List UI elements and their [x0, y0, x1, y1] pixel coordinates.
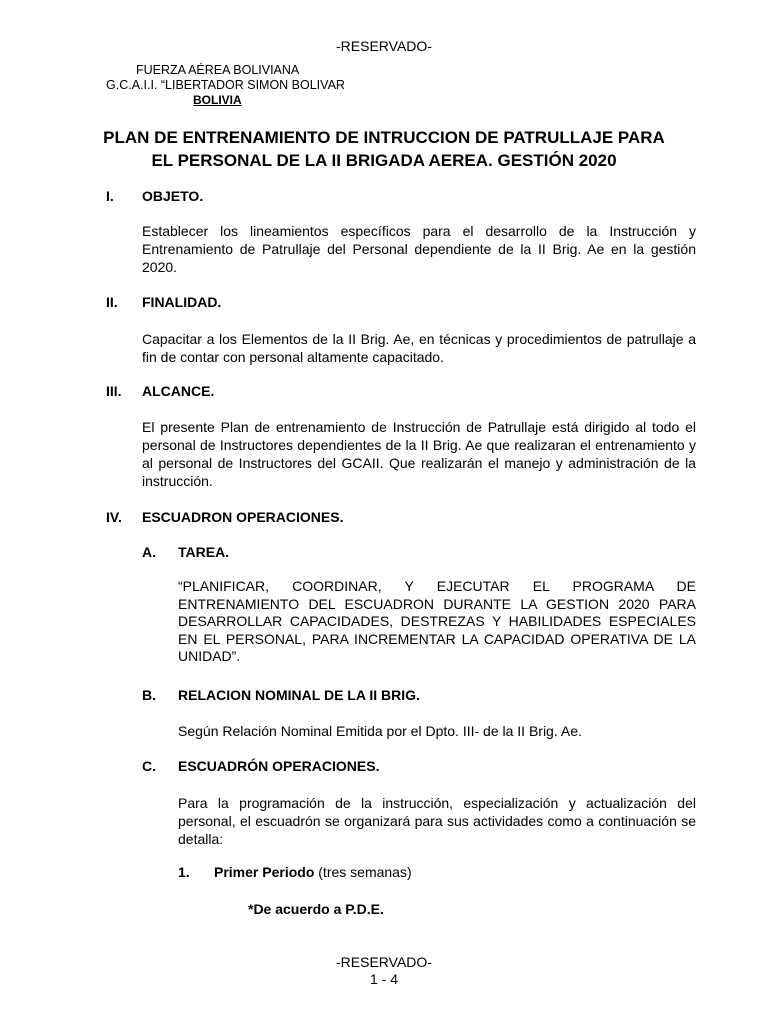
item-label: Primer Periodo: [214, 864, 315, 880]
section-number: IV.: [106, 509, 122, 525]
section-heading: OBJETO.: [142, 188, 204, 204]
section-heading: FINALIDAD.: [142, 294, 222, 310]
section-number: III.: [106, 383, 122, 399]
subsection-heading: ESCUADRÓN OPERACIONES.: [178, 758, 380, 774]
section-number: II.: [106, 294, 118, 310]
subsection-letter: A.: [142, 544, 156, 560]
section-text: El presente Plan de entrenamiento de Instrucción de Patrullaje está dirigido al todo el personal de Instructores dependientes de la II Brig. Ae que realizaran el entrenamiento y al personal de Instructores del GCAII. Que realizarán el manejo y administración de la instrucción.: [142, 419, 696, 489]
item-number: 1.: [178, 864, 190, 880]
item-line: [214, 864, 412, 880]
subsection-text: “PLANIFICAR, COORDINAR, Y EJECUTAR EL PROGRAMA DE ENTRENAMIENTO DEL ESCUADRON DURANTE LA GESTION 2020 PARA DESARROLLAR CAPACIDADES, DESTREZAS Y HABILIDADES ESPECIALES EN EL PERSONAL, PARA INCREMENTAR LA CAPACIDAD OPERATIVA DE LA UNIDAD”.: [178, 578, 696, 664]
classification-footer: -RESERVADO-: [336, 954, 432, 970]
org-country: BOLIVIA: [193, 93, 242, 107]
section-text: Capacitar a los Elementos de la II Brig. Ae, en técnicas y procedimientos de patrullaje a fin de contar con personal altamente capacitado.: [142, 331, 696, 365]
item-note: (tres semanas): [314, 864, 412, 880]
org-unit: G.C.A.I.I. “LIBERTADOR SIMON BOLIVAR: [106, 78, 345, 92]
classification-header: -RESERVADO-: [336, 38, 432, 54]
subsection-letter: B.: [142, 687, 156, 703]
subsection-text: Según Relación Nominal Emitida por el Dpto. III- de la II Brig. Ae.: [178, 723, 582, 739]
document-title: [0, 126, 768, 172]
subsection-heading: RELACION NOMINAL DE LA II BRIG.: [178, 687, 420, 703]
subsection-text: Para la programación de la instrucción, especialización y actualización del personal, el escuadrón se organizará para sus actividades como a continuación se detalla:: [178, 795, 696, 847]
title-line-1: PLAN DE ENTRENAMIENTO DE INTRUCCION DE PATRULLAJE PARA: [103, 128, 665, 147]
page-number: 1 - 4: [369, 971, 398, 987]
title-line-2: EL PERSONAL DE LA II BRIGADA AEREA. GESTIÓN 2020: [151, 151, 617, 170]
pde-note: *De acuerdo a P.D.E.: [248, 901, 384, 917]
org-name: FUERZA AÉREA BOLIVIANA: [136, 63, 300, 77]
subsection-heading: TAREA.: [178, 544, 230, 560]
section-heading: ESCUADRON OPERACIONES.: [142, 509, 344, 525]
section-heading: ALCANCE.: [142, 383, 215, 399]
section-text: Establecer los lineamientos específicos para el desarrollo de la Instrucción y Entrenamiento de Patrullaje del Personal dependiente de la II Brig. Ae en la gestión 2020.: [142, 223, 696, 275]
subsection-letter: C.: [142, 758, 156, 774]
section-number: I.: [106, 188, 114, 204]
